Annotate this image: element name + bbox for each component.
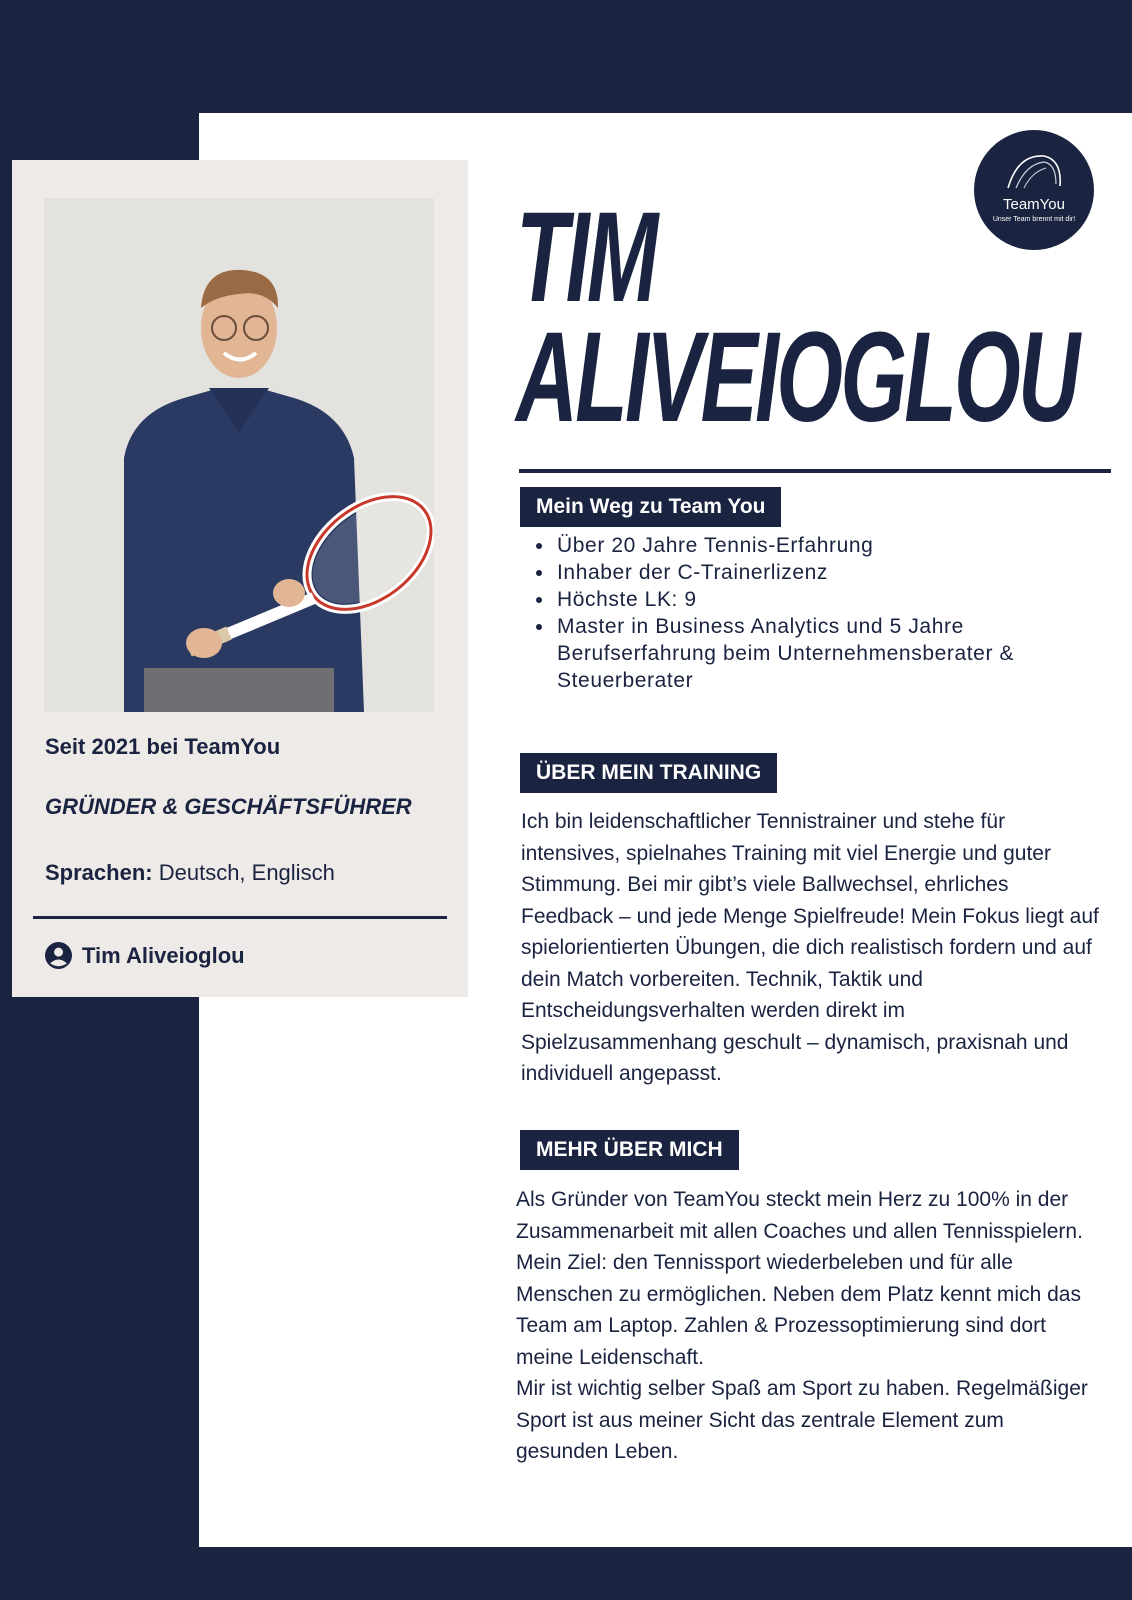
about-text: Als Gründer von TeamYou steckt mein Herz zu 100% in der Zusammenarbeit mit allen Coaches und allen Tennisspielern. Mein Ziel: den Tennissport wiederbeleben und für alle Menschen zu ermöglichen. Neben dem Platz kennt mich das Team am Laptop. Zahlen & Prozessoptimierung sind dort meine Leidenschaft. Mir ist wichtig selber Spaß am Sport zu haben. Regelmäßiger Sport ist aus meiner Sicht das zentrale Element zum gesunden Leben. [516, 1188, 1088, 1463]
list-item: • Inhaber der C-Trainerlizenz [555, 559, 1115, 586]
title-divider [519, 469, 1111, 473]
user-circle-icon [45, 942, 72, 969]
logo-tagline: Unser Team brennt mit dir! [992, 216, 1076, 223]
list-item: • Master in Business Analytics und 5 Jahre Berufserfahrung beim Unternehmensberater & Steuerberater [555, 613, 1115, 694]
languages [45, 860, 335, 886]
languages-label: Sprachen: [45, 860, 153, 885]
list-item: • Über 20 Jahre Tennis-Erfahrung [555, 532, 1115, 559]
owner-name: Tim Aliveioglou [82, 942, 245, 968]
list-item: • Höchste LK: 9 [555, 586, 1115, 613]
tennis-ball-arc-logo [1004, 152, 1064, 192]
logo-name: TeamYou [1003, 196, 1065, 213]
section-label-about: MEHR ÜBER MICH [520, 1130, 739, 1170]
first-name: TIM [516, 186, 656, 329]
path-list [535, 532, 1115, 694]
profile-card [12, 160, 468, 997]
role-title: GRÜNDER & GESCHÄFTSFÜHRER [45, 794, 412, 819]
divider [33, 916, 447, 919]
page-title [516, 186, 1078, 449]
last-name: ALIVEIOGLOU [516, 306, 1078, 449]
profile-photo [44, 198, 434, 712]
languages-value: Deutsch, Englisch [158, 860, 335, 885]
owner-row [45, 942, 245, 969]
section-label-training: ÜBER MEIN TRAINING [520, 753, 777, 793]
section-label-path: Mein Weg zu Team You [520, 487, 781, 527]
training-text: Ich bin leidenschaftlicher Tennistrainer und stehe für intensives, spielnahes Training mit viel Energie und guter Stimmung. Bei mir gibt’s viele Ballwechsel, ehrliches Feedback – und jede Menge Spielfreude! Mein Fokus liegt auf spielorientierten Übungen, die dich realistisch fordern und auf dein Match vorbereiten. Technik, Taktik und Entscheidungsverhalten werden direkt im Spielzusammenhang geschult – dynamisch, praxisnah und individuell angepasst. [521, 810, 1099, 1085]
member-since: Seit 2021 bei TeamYou [45, 734, 281, 759]
